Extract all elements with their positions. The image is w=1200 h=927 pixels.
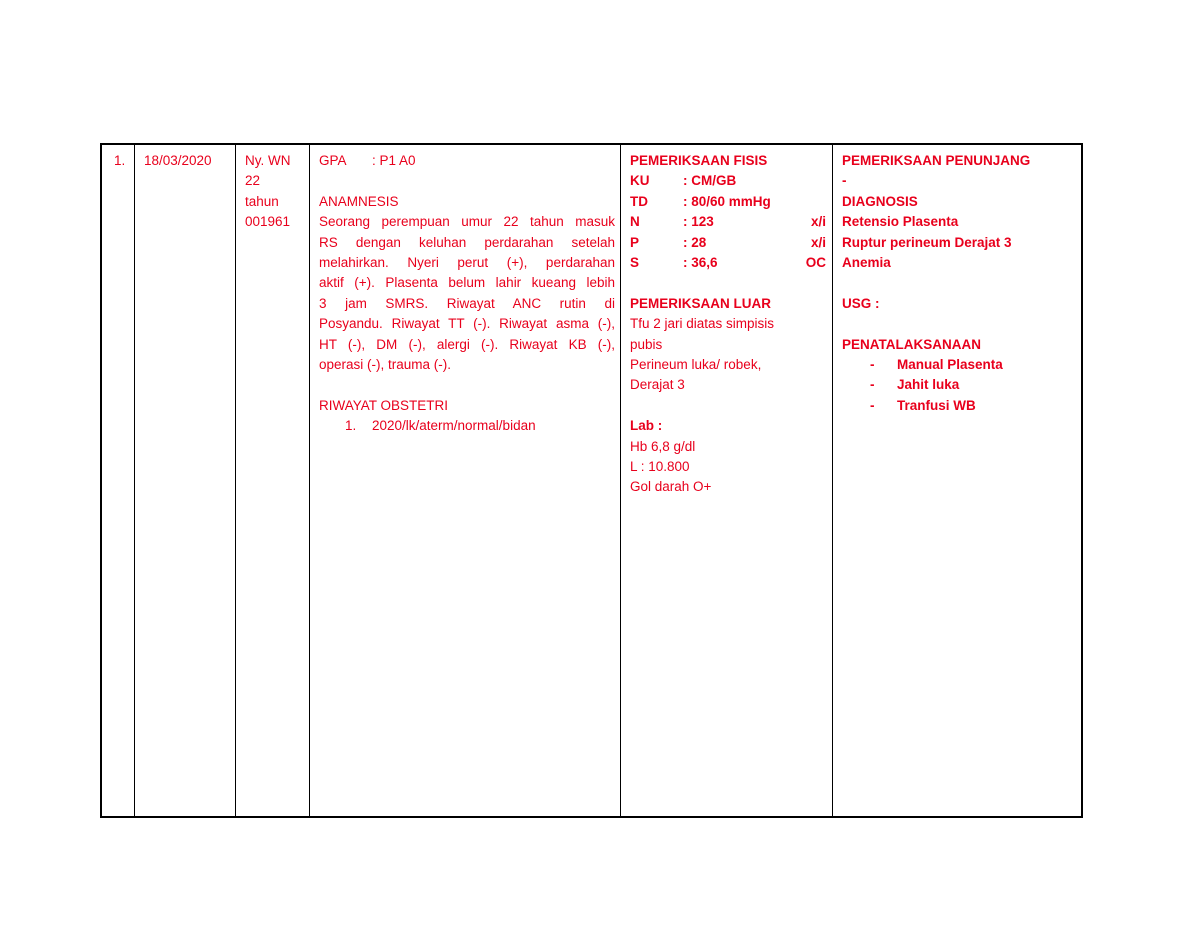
physical-exam-heading: PEMERIKSAAN FISIS	[630, 153, 768, 168]
diagnosis-item: Ruptur perineum Derajat 3	[842, 234, 1012, 250]
external-exam-heading: PEMERIKSAAN LUAR	[630, 295, 772, 311]
lab-heading: Lab :	[630, 418, 663, 434]
anamnesis-heading: ANAMNESIS	[319, 193, 399, 209]
management-item	[842, 355, 1078, 375]
vital-key: KU	[630, 173, 650, 189]
patient-age-number: 22	[245, 173, 261, 189]
anamnesis-line: 3 jam SMRS. Riwayat ANC rutin di	[319, 295, 615, 311]
diagnosis-item: Retensio Plasenta	[842, 214, 959, 230]
management-item	[842, 375, 1078, 395]
vital-unit: x/i	[810, 214, 826, 230]
vital-row	[630, 171, 826, 191]
external-exam-line: Tfu 2 jari diatas simpisis	[630, 316, 775, 332]
usg-label: USG :	[842, 295, 880, 311]
lab-line: Hb 6,8 g/dl	[630, 438, 696, 454]
obstetric-item-text: 2020/lk/aterm/normal/bidan	[372, 418, 536, 434]
obstetric-history-heading: RIWAYAT OBSTETRI	[319, 397, 449, 413]
vital-key: S	[630, 255, 640, 271]
gpa-label: GPA	[319, 153, 347, 168]
bullet-dash: -	[870, 357, 875, 373]
lab-line: Gol darah O+	[630, 479, 712, 495]
vital-key: TD	[630, 193, 648, 209]
diagnosis-item: Anemia	[842, 255, 891, 271]
vital-unit: x/i	[810, 234, 826, 250]
external-exam-line: Perineum luka/ robek,	[630, 357, 762, 373]
supporting-exam-heading: PEMERIKSAAN PENUNJANG	[842, 153, 1031, 168]
bullet-dash: -	[870, 377, 875, 393]
bullet-dash: -	[870, 397, 875, 413]
external-exam-line: Derajat 3	[630, 377, 685, 393]
diagnosis-heading: DIAGNOSIS	[842, 193, 918, 209]
column-divider	[309, 145, 310, 816]
vital-row	[630, 212, 826, 232]
vital-value: : 28	[683, 234, 707, 250]
vital-row	[630, 192, 826, 212]
column-divider	[620, 145, 621, 816]
obstetric-item-number: 1.	[345, 418, 357, 434]
external-exam-line: pubis	[630, 336, 663, 352]
visit-date: 18/03/2020	[144, 153, 212, 168]
management-heading: PENATALAKSANAAN	[842, 336, 981, 352]
obstetric-history-item	[319, 416, 615, 436]
vital-unit: OC	[805, 255, 826, 271]
gpa-row	[319, 151, 615, 171]
anamnesis-line: operasi (-), trauma (-).	[319, 357, 452, 373]
patient-age-unit: tahun	[245, 193, 279, 209]
vital-row	[630, 233, 826, 253]
row-number: 1.	[114, 153, 126, 168]
vital-key: N	[630, 214, 640, 230]
vital-row	[630, 253, 826, 273]
anamnesis-line: Seorang perempuan umur 22 tahun masuk	[319, 214, 615, 230]
vital-value: : 123	[683, 214, 714, 230]
vital-unit	[802, 171, 826, 191]
patient-name: Ny. WN	[245, 153, 291, 168]
patient-record-number: 001961	[245, 214, 291, 230]
subjective-cell	[319, 145, 615, 816]
management-text: Manual Plasenta	[897, 357, 1003, 373]
column-divider	[235, 145, 236, 816]
objective-cell	[630, 145, 826, 816]
anamnesis-line: RS dengan keluhan perdarahan setelah	[319, 234, 615, 250]
management-text: Tranfusi WB	[897, 397, 976, 413]
gpa-value: : P1 A0	[372, 153, 416, 168]
vital-value: : 36,6	[683, 255, 718, 271]
column-divider	[832, 145, 833, 816]
anamnesis-line: HT (-), DM (-), alergi (-). Riwayat KB (-),	[319, 336, 615, 352]
vital-value: : CM/GB	[683, 173, 737, 189]
anamnesis-line: Posyandu. Riwayat TT (-). Riwayat asma (-),	[319, 316, 615, 332]
vital-unit	[802, 192, 826, 212]
vital-value: : 80/60 mmHg	[683, 193, 771, 209]
assessment-cell	[842, 145, 1078, 816]
row-number-cell	[114, 145, 136, 816]
lab-line: L : 10.800	[630, 459, 690, 475]
supporting-exam-value: -	[842, 173, 847, 189]
anamnesis-line: melahirkan. Nyeri perut (+), perdarahan	[319, 255, 615, 271]
vital-key: P	[630, 234, 640, 250]
date-cell	[144, 145, 234, 816]
management-text: Jahit luka	[897, 377, 960, 393]
medical-record-table	[100, 143, 1083, 818]
anamnesis-line: aktif (+). Plasenta belum lahir kueang lebih	[319, 275, 615, 291]
management-item	[842, 396, 1078, 416]
patient-cell	[245, 145, 307, 816]
